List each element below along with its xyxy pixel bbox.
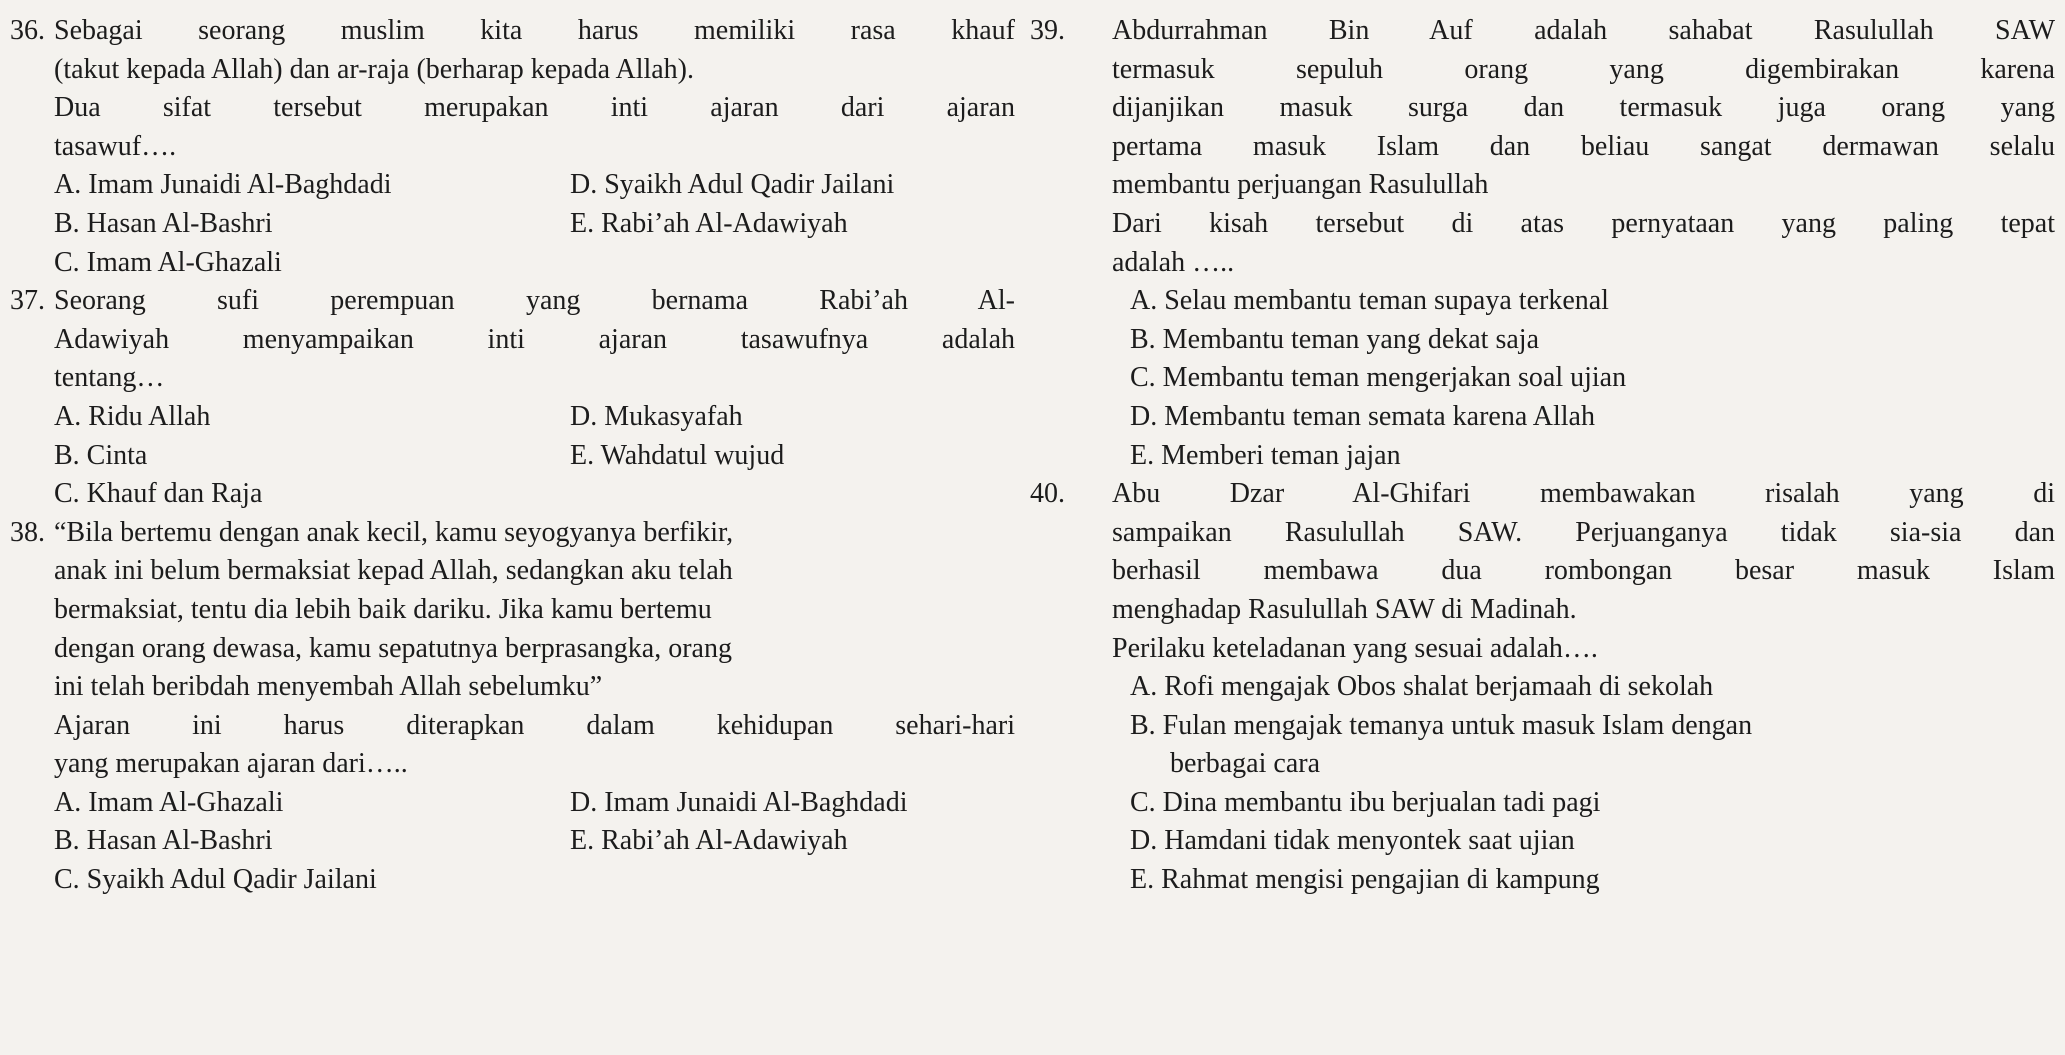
q36-line-1: 36. Sebagai seorang muslim kita harus memiliki rasa khauf (10, 12, 1015, 51)
q40-line-1: 40. Abu Dzar Al-Ghifari membawakan risalah yang di (1030, 475, 2055, 514)
q39-line-4: pertama masuk Islam dan beliau sangat dermawan selalu (1112, 130, 2055, 162)
q37-line-1: 37. Seorang sufi perempuan yang bernama Rabi’ah Al- (10, 282, 1015, 321)
q39-option-e: E. Memberi teman jajan (1130, 439, 1401, 471)
q37-option-e: E. Wahdatul wujud (570, 439, 785, 471)
q36-options-row-1 (10, 166, 1015, 205)
q38-option-d: D. Imam Junaidi Al-Baghdadi (570, 786, 908, 818)
right-column (1030, 12, 2055, 900)
q39-option-c: C. Membantu teman mengerjakan soal ujian (1130, 362, 1627, 394)
q36-option-b: B. Hasan Al-Bashri (54, 207, 273, 239)
q38-option-c: C. Syaikh Adul Qadir Jailani (54, 864, 377, 896)
q40-option-d: D. Hamdani tidak menyontek saat ujian (1130, 825, 1575, 857)
q36-option-d: D. Syaikh Adul Qadir Jailani (570, 169, 895, 201)
q40-option-a: A. Rofi mengajak Obos shalat berjamaah di sekolah (1130, 671, 1714, 703)
q39-line-5: membantu perjuangan Rasulullah (1112, 169, 1489, 201)
q37-options-row-3 (10, 475, 1015, 514)
q38-options-row-1 (10, 784, 1015, 823)
q40-option-b-continued: berbagai cara (1170, 748, 1320, 780)
q37-option-d: D. Mukasyafah (570, 400, 743, 432)
q39-line-6: Dari kisah tersebut di atas pernyataan yang paling tepat (1112, 207, 2055, 239)
q36-options-row-2 (10, 205, 1015, 244)
question-36 (10, 12, 1015, 282)
q38-option-e: E. Rabi’ah Al-Adawiyah (570, 825, 848, 857)
q39-line-7: adalah ….. (1112, 246, 1235, 278)
q38-line-3: bermaksiat, tentu dia lebih baik dariku. Jika kamu bertemu (54, 593, 712, 625)
q38-line-4: dengan orang dewasa, kamu sepatutnya berprasangka, orang (54, 632, 732, 664)
q36-line-3: Dua sifat tersebut merupakan inti ajaran dari ajaran (54, 92, 1015, 124)
q38-line-7: yang merupakan ajaran dari….. (54, 748, 408, 780)
q40-option-c: C. Dina membantu ibu berjualan tadi pagi (1130, 786, 1601, 818)
q37-option-b: B. Cinta (54, 439, 148, 471)
q39-line-1: 39. Abdurrahman Bin Auf adalah sahabat Rasulullah SAW (1030, 12, 2055, 51)
q38-line-1: 38. “Bila bertemu dengan anak kecil, kamu seyogyanya berfikir, (10, 514, 1015, 553)
question-38 (10, 514, 1015, 900)
q36-options-row-3 (10, 244, 1015, 283)
q40-line-3: berhasil membawa dua rombongan besar masuk Islam (1112, 555, 2055, 587)
q40-line-4: menghadap Rasulullah SAW di Madinah. (1112, 593, 1577, 625)
q36-option-c: C. Imam Al-Ghazali (54, 246, 282, 278)
q39-option-a: A. Selau membantu teman supaya terkenal (1130, 285, 1609, 317)
question-39 (1030, 12, 2055, 475)
q39-line-3: dijanjikan masuk surga dan termasuk juga orang yang (1112, 92, 2055, 124)
q37-options-row-2 (10, 437, 1015, 476)
q37-number: 37. (10, 285, 45, 317)
q38-line-5: ini telah beribdah menyembah Allah sebelumku” (54, 671, 603, 703)
q40-number: 40. (1030, 478, 1065, 510)
question-40 (1030, 475, 2055, 900)
q36-number: 36. (10, 15, 45, 46)
q40-line-2: sampaikan Rasulullah SAW. Perjuanganya tidak sia-sia dan (1112, 516, 2055, 548)
q38-number: 38. (10, 516, 45, 548)
q39-option-b: B. Membantu teman yang dekat saja (1130, 323, 1539, 355)
q39-line-2: termasuk sepuluh orang yang digembirakan karena (1112, 53, 2055, 85)
q38-line-6: Ajaran ini harus diterapkan dalam kehidupan sehari-hari (54, 709, 1015, 741)
q38-options-row-3 (10, 861, 1015, 900)
q37-option-c: C. Khauf dan Raja (54, 478, 263, 510)
q39-option-d: D. Membantu teman semata karena Allah (1130, 400, 1595, 432)
q37-line-2: Adawiyah menyampaikan inti ajaran tasawufnya adalah (54, 323, 1015, 355)
q38-line-2: anak ini belum bermaksiat kepad Allah, sedangkan aku telah (54, 555, 733, 587)
left-column (10, 12, 1015, 900)
q36-option-e: E. Rabi’ah Al-Adawiyah (570, 207, 848, 239)
q36-line-4: tasawuf…. (54, 130, 177, 162)
q36-option-a: A. Imam Junaidi Al-Baghdadi (54, 169, 392, 201)
q39-number: 39. (1030, 15, 1065, 46)
q37-option-a: A. Ridu Allah (54, 400, 211, 432)
q38-option-b: B. Hasan Al-Bashri (54, 825, 273, 857)
q36-line-2: (takut kepada Allah) dan ar-raja (berharap kepada Allah). (54, 53, 695, 85)
q37-line-3: tentang… (54, 362, 165, 394)
q40-option-e: E. Rahmat mengisi pengajian di kampung (1130, 864, 1600, 896)
q38-option-a: A. Imam Al-Ghazali (54, 786, 284, 818)
q38-options-row-2 (10, 822, 1015, 861)
question-37 (10, 282, 1015, 514)
q40-option-b: B. Fulan mengajak temanya untuk masuk Islam dengan (1130, 709, 1753, 741)
q37-options-row-1 (10, 398, 1015, 437)
q40-line-5: Perilaku keteladanan yang sesuai adalah…. (1112, 632, 1598, 664)
